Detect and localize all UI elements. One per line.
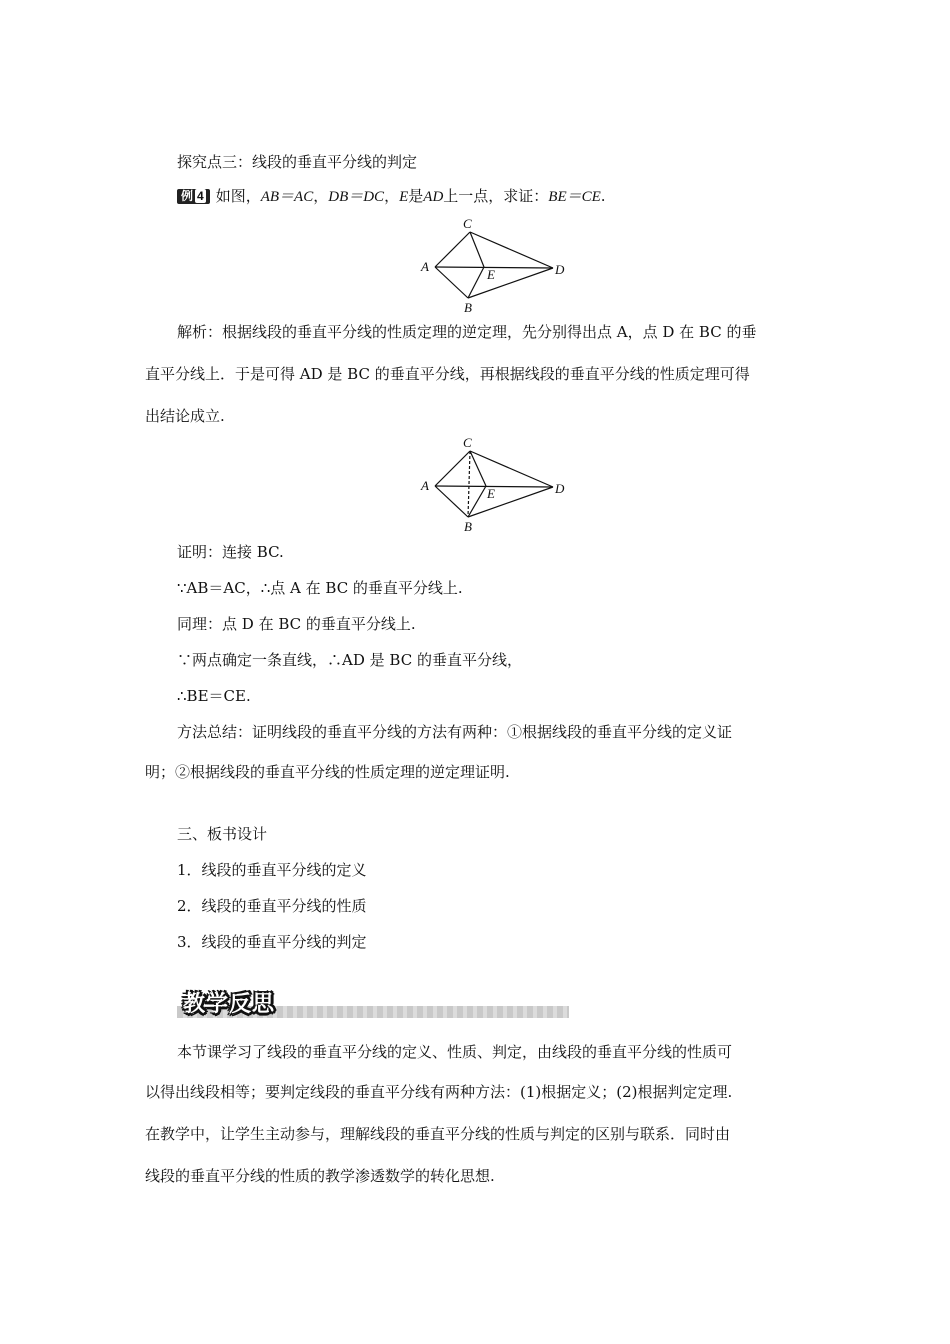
fig2-label-d: D xyxy=(555,481,565,496)
fig1-label-a: A xyxy=(421,259,429,274)
example-seg-ad: AD xyxy=(423,189,444,205)
board-item-1: 1．线段的垂直平分线的定义 xyxy=(177,861,367,879)
figure-1 xyxy=(410,212,580,316)
proof-line-1: 证明：连接 BC. xyxy=(177,543,284,561)
proof-line-5: ∴BE＝CE. xyxy=(177,687,251,705)
example-badge-number: 4 xyxy=(197,189,204,203)
example-prompt-a: 如图， xyxy=(215,187,261,205)
example-goal: BE＝CE xyxy=(548,189,601,205)
figure-2 xyxy=(410,433,580,537)
proof-line-2: ∵AB＝AC，∴点 A 在 BC 的垂直平分线上. xyxy=(177,579,463,597)
reflection-line-4: 线段的垂直平分线的性质的教学渗透数学的转化思想. xyxy=(145,1167,495,1185)
fig2-edge-ac xyxy=(435,451,470,486)
example-sep1: ， xyxy=(313,187,329,205)
board-item-2: 2．线段的垂直平分线的性质 xyxy=(177,897,367,915)
summary-line-2: 明；②根据线段的垂直平分线的性质定理的逆定理证明. xyxy=(145,763,510,781)
board-item-3: 3．线段的垂直平分线的判定 xyxy=(177,933,367,951)
fig2-edge-db xyxy=(468,487,553,517)
reflection-line-2: 以得出线段相等；要判定线段的垂直平分线有两种方法：(1)根据定义；(2)根据判定定理. xyxy=(145,1083,733,1101)
fig1-edge-ac xyxy=(435,232,470,267)
reflection-banner xyxy=(177,985,569,1021)
fig1-label-e: E xyxy=(487,267,495,282)
fig1-label-c: C xyxy=(463,216,472,231)
fig2-edge-cd xyxy=(470,451,553,487)
reflection-line-1: 本节课学习了线段的垂直平分线的定义、性质、判定，由线段的垂直平分线的性质可 xyxy=(177,1043,733,1061)
fig2-label-a: A xyxy=(421,478,429,493)
proof-line-4: ∵两点确定一条直线，∴AD 是 BC 的垂直平分线， xyxy=(177,651,522,669)
proof-line-3: 同理：点 D 在 BC 的垂直平分线上. xyxy=(177,615,416,633)
analysis-line-1: 解析：根据线段的垂直平分线的性质定理的逆定理，先分别得出点 A，点 D 在 BC 的垂 xyxy=(177,323,757,341)
fig1-label-b: B xyxy=(464,300,472,315)
fig2-label-e: E xyxy=(487,486,495,501)
example-prompt-c: 上一点，求证： xyxy=(443,187,549,205)
example-badge-label: 例 xyxy=(181,189,194,203)
fig1-label-d: D xyxy=(555,262,565,277)
board-design-heading: 三、板书设计 xyxy=(177,825,268,843)
fig1-edge-ba xyxy=(435,267,468,298)
example-badge xyxy=(177,189,210,204)
analysis-line-3: 出结论成立. xyxy=(145,407,225,425)
example-prompt-b: 是 xyxy=(408,187,424,205)
example-eq1: AB＝AC xyxy=(260,189,314,205)
example-sep2: ， xyxy=(384,187,400,205)
summary-line-1: 方法总结：证明线段的垂直平分线的方法有两种：①根据线段的垂直平分线的定义证 xyxy=(177,723,733,741)
fig2-edge-eb xyxy=(468,486,486,517)
example-statement xyxy=(177,186,606,207)
reflection-banner-title: 教学反思 xyxy=(183,992,276,1017)
fig2-label-c: C xyxy=(463,435,472,450)
example-eq2: DB＝DC xyxy=(328,189,385,205)
reflection-line-3: 在教学中，让学生主动参与，理解线段的垂直平分线的性质与判定的区别与联系．同时由 xyxy=(145,1125,731,1143)
fig2-edge-ba xyxy=(435,486,468,517)
analysis-line-2: 直平分线上．于是可得 AD 是 BC 的垂直平分线，再根据线段的垂直平分线的性质定理可得 xyxy=(145,365,750,383)
example-point-e: E xyxy=(399,189,409,205)
fig2-label-b: B xyxy=(464,519,472,534)
fig2-edge-bc-dashed xyxy=(468,451,470,517)
section-heading: 探究点三：线段的垂直平分线的判定 xyxy=(177,153,418,171)
example-end: . xyxy=(600,187,606,205)
